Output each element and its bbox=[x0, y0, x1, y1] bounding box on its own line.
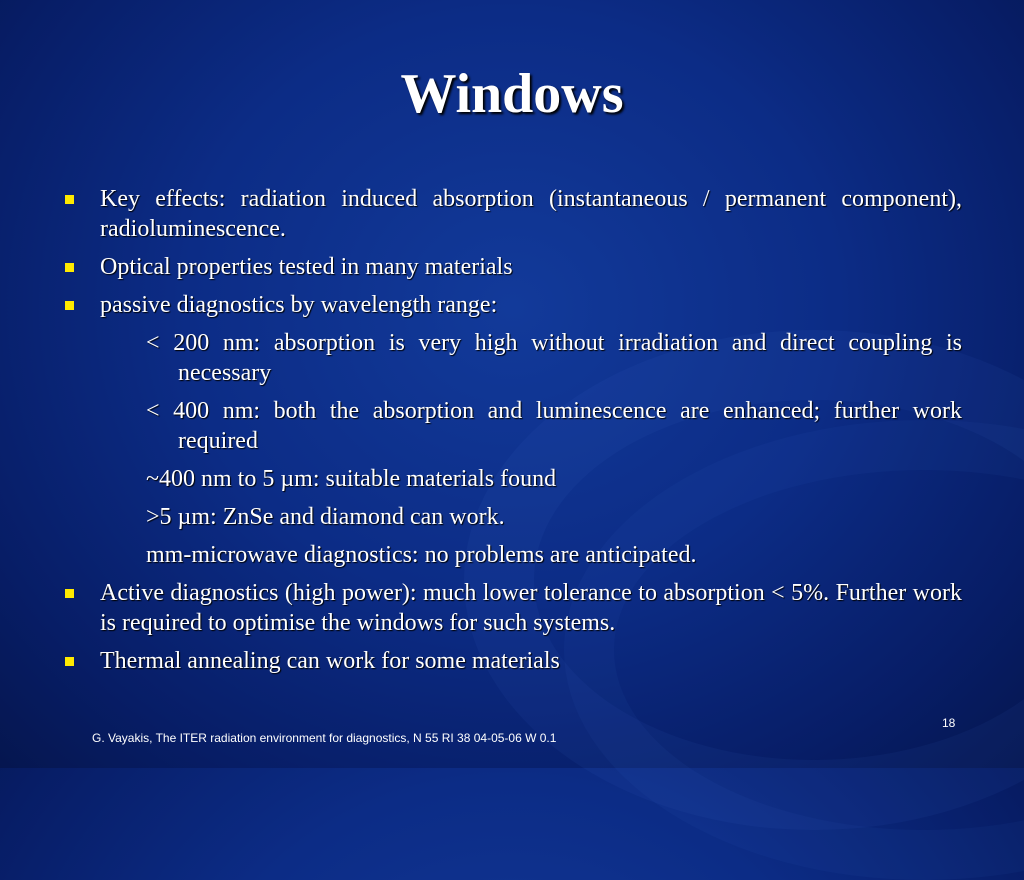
bullet-text: Thermal annealing can work for some materials bbox=[100, 648, 560, 674]
bullet-text: Active diagnostics (high power): much lower tolerance to absorption < 5%. Further work is required to optimise the windows for such systems. bbox=[100, 580, 962, 636]
bullet-item bbox=[62, 646, 962, 676]
sub-item bbox=[62, 396, 962, 456]
bullet-item bbox=[62, 290, 962, 320]
sub-item-text: ~400 nm to 5 µm: suitable materials found bbox=[146, 466, 557, 492]
sub-item bbox=[62, 502, 962, 532]
sub-item bbox=[62, 540, 962, 570]
slide-footer: G. Vayakis, The ITER radiation environment for diagnostics, N 55 RI 38 04-05-06 W 0.1 bbox=[92, 731, 557, 745]
bullet-item bbox=[62, 252, 962, 282]
square-bullet-icon bbox=[65, 263, 74, 272]
bullet-text: Key effects: radiation induced absorption (instantaneous / permanent component), radioluminescence. bbox=[100, 186, 962, 242]
sub-item-text: mm-microwave diagnostics: no problems are anticipated. bbox=[146, 542, 697, 568]
square-bullet-icon bbox=[65, 301, 74, 310]
square-bullet-icon bbox=[65, 657, 74, 666]
slide-content bbox=[62, 184, 962, 684]
sub-item bbox=[62, 464, 962, 494]
slide-title: Windows bbox=[400, 63, 624, 125]
sub-item-text: < 200 nm: absorption is very high without irradiation and direct coupling is necessary bbox=[146, 330, 962, 386]
bullet-item bbox=[62, 578, 962, 638]
square-bullet-icon bbox=[65, 195, 74, 204]
sub-item bbox=[62, 328, 962, 388]
page-number: 18 bbox=[942, 716, 956, 730]
bullet-text: Optical properties tested in many materials bbox=[100, 254, 513, 280]
sub-item-text: < 400 nm: both the absorption and luminescence are enhanced; further work required bbox=[146, 398, 962, 454]
square-bullet-icon bbox=[65, 589, 74, 598]
bullet-item bbox=[62, 184, 962, 244]
bullet-text: passive diagnostics by wavelength range: bbox=[100, 292, 498, 318]
sub-item-text: >5 µm: ZnSe and diamond can work. bbox=[146, 504, 505, 530]
